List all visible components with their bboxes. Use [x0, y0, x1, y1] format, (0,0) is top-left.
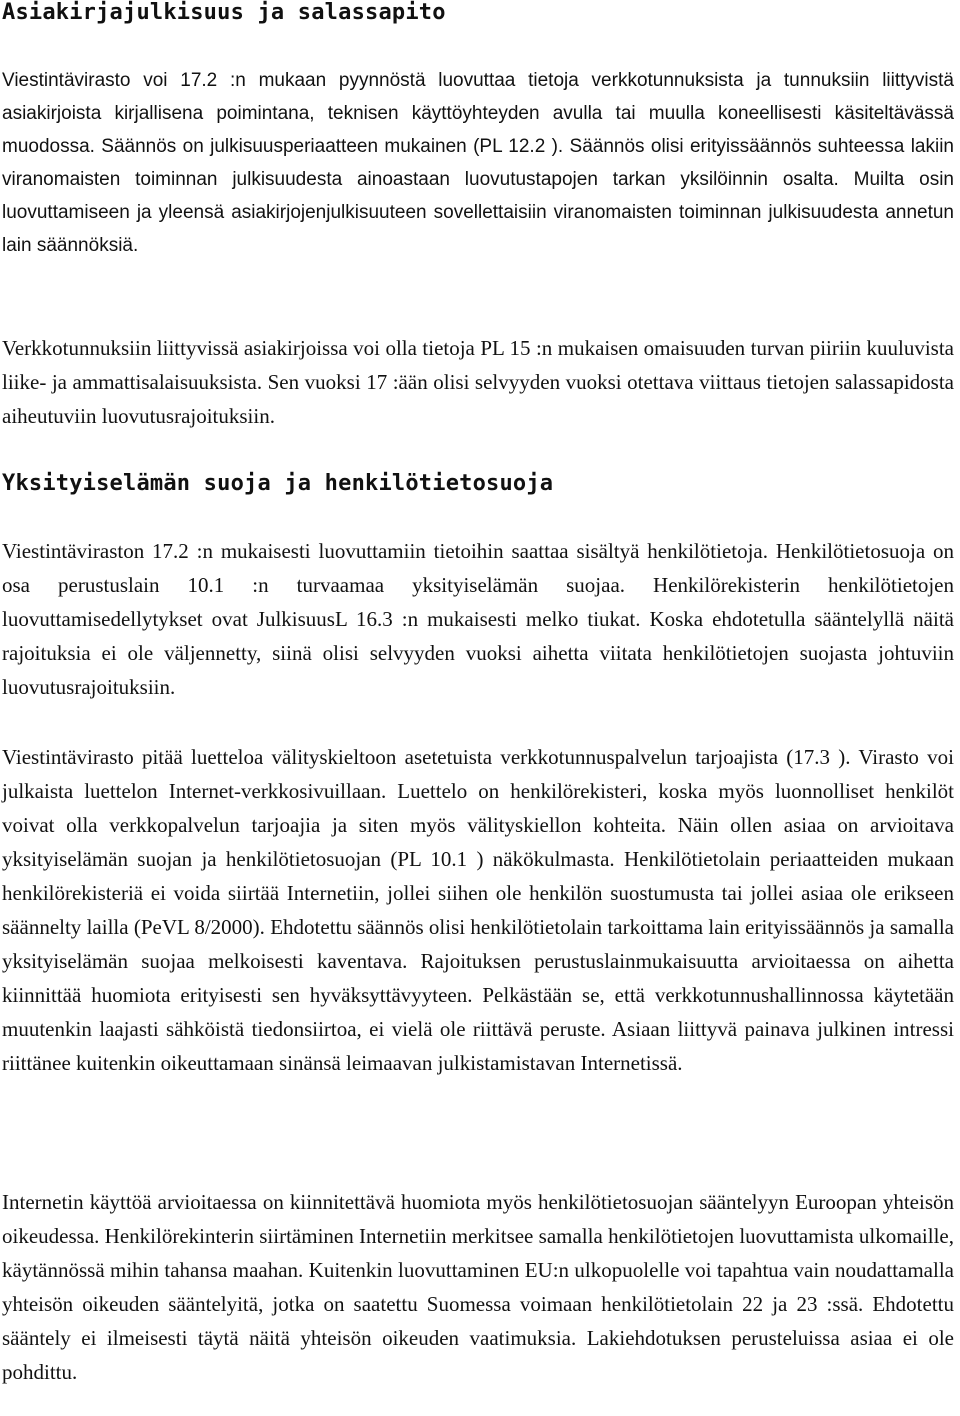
paragraph-privacy-3: Internetin käyttöä arvioitaessa on kiinnitettävä huomiota myös henkilötietosuojan sääntelyyn Euroopan yhteisön oikeudessa. Henkilörekinterin siirtäminen Internetiin merkitsee samalla henkilötietojen luovuttamista ulkomaille, käytännössä mihin tahansa maahan. Kuitenkin luovuttaminen EU:n ulkopuolelle voi tapahtua vain noudattamalla yhteisön oikeuden sääntelyitä, jotka on saatettu Suomessa voimaan henkilötietolain 22 ja 23 :ssä. Ehdotettu sääntely ei ilmeisesti täytä näitä yhteisön oikeuden vaatimuksia. Lakiehdotuksen perusteluissa asiaa ei ole pohdittu.: [2, 1190, 954, 1384]
paragraph-privacy-1: Viestintäviraston 17.2 :n mukaisesti luovuttamiin tietoihin saattaa sisältyä henkilötietoja. Henkilötietosuoja on osa perustuslain 10.1 :n turvaamaa yksityiselämän suojaa. Henkilörekisterin henkilötietojen luovuttamisedellytykset ovat JulkisuusL 16.3 :n mukaisesti melko tiukat. Koska ehdotetulla sääntelyllä näitä rajoituksia ei ole väljennetty, siinä olisi selvyyden vuoksi aihetta viitata henkilötietojen suojasta johtuviin luovutusrajoituksiin.: [2, 539, 954, 699]
paragraph-publicity-1: Viestintävirasto voi 17.2 :n mukaan pyynnöstä luovuttaa tietoja verkkotunnuksista ja tunnuksiin liittyvistä asiakirjoista kirjallisena poimintana, teknisen käyttöyhteyden avulla tai muulla koneellisesti käsiteltävässä muodossa. Säännös on julkisuusperiaatteen mukainen (PL 12.2 ). Säännös olisi erityissäännös suhteessa lakiin viranomaisten toiminnan julkisuudesta ainoastaan luovutustapojen tarkan yksilöinnin osalta. Muilta osin luovuttamiseen ja yleensä asiakirjojenjulkisuuteen sovellettaisiin viranomaisten toiminnan julkisuudesta annetun lain säännöksiä.: [2, 70, 954, 256]
paragraph-publicity-2: Verkkotunnuksiin liittyvissä asiakirjoissa voi olla tietoja PL 15 :n mukaisen omaisuuden turvan piiriin kuuluvista liike- ja ammattisalaisuuksista. Sen vuoksi 17 :ään olisi selvyyden vuoksi otettava viittaus tietojen salassapidosta aiheutuviin luovutusrajoituksiin.: [2, 336, 954, 428]
paragraph-privacy-2: Viestintävirasto pitää luetteloa välityskieltoon asetetuista verkkotunnuspalvelun tarjoajista (17.3 ). Virasto voi julkaista luettelon Internet-verkkosivuillaan. Luettelo on henkilörekisteri, koska myös luonnolliset henkilöt voivat olla verkkopalvelun tarjoajia ja siten myös välityskiellon kohteita. Näin ollen asiaa on arvioitava yksityiselämän suojan ja henkilötietosuojan (PL 10.1 ) näkökulmasta. Henkilötietolain periaatteiden mukaan henkilörekisteriä ei voida siirtää Internetiin, jollei siihen ole henkilön suostumusta tai jollei asiaa ole erikseen säännelty lailla (PeVL 8/2000). Ehdotettu säännös olisi henkilötietolain tarkoittama lain erityissäännös ja samalla yksityiselämän suojaa melkoisesti kaventava. Rajoituksen perustuslainmukaisuutta arvioitaessa on aihetta kiinnittää huomiota erityisesti sen hyväksyttävyyteen. Pelkästään se, että verkkotunnushallinnossa käytetään muutenkin laajasti sähköistä tiedonsiirtoa, ei vielä ole riittävä peruste. Asiaan liittyvä painava julkinen intressi riittänee kuitenkin oikeuttamaan sinänsä leimaavan julkistamistavan Internetissä.: [2, 745, 954, 1075]
section-heading-privacy: Yksityiselämän suoja ja henkilötietosuoja: [2, 471, 554, 496]
section-heading-publicity: Asiakirjajulkisuus ja salassapito: [2, 0, 446, 25]
